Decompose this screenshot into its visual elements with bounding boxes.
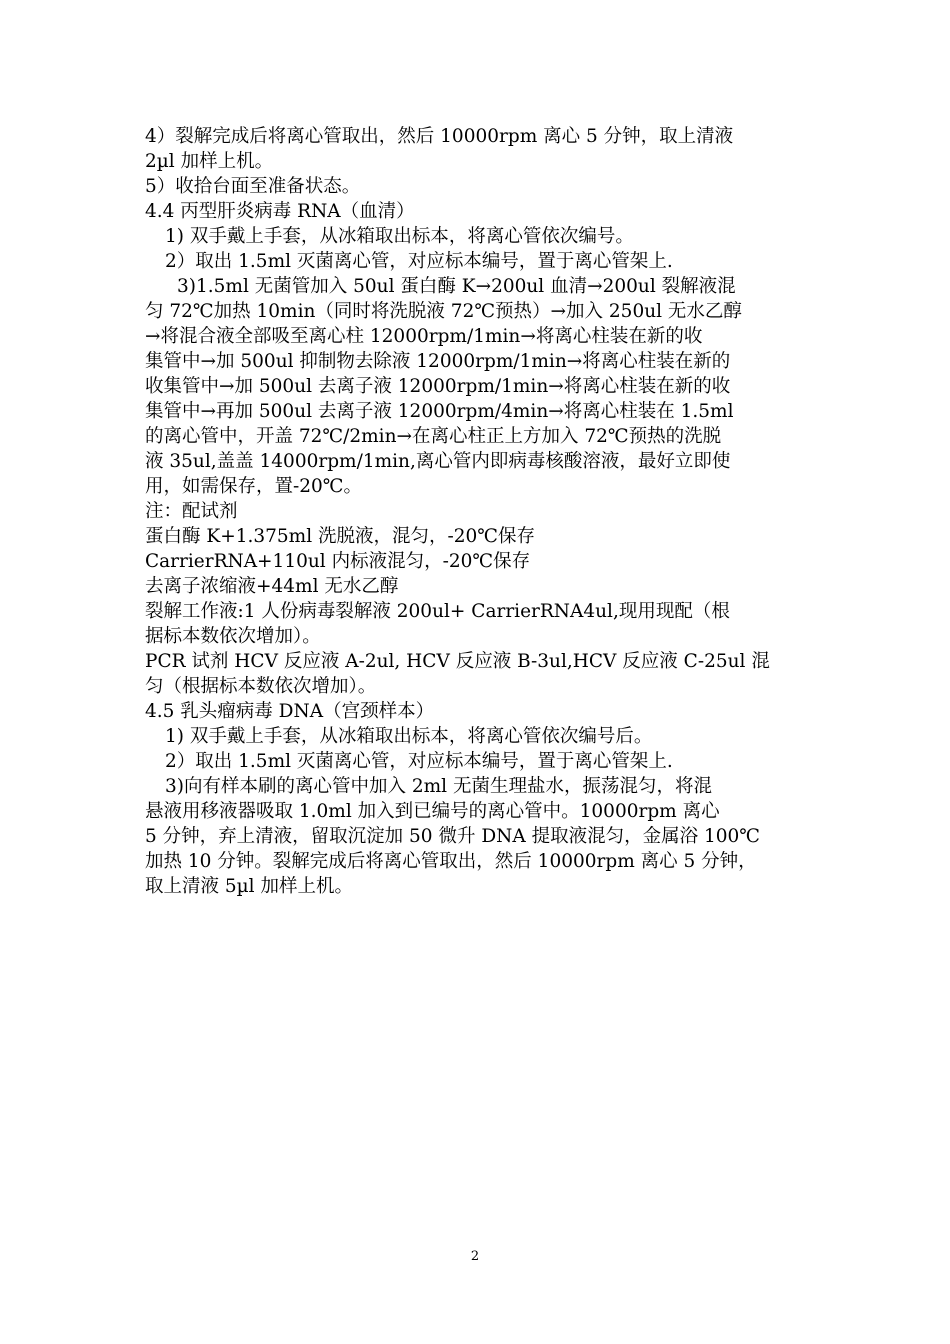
text-line: 4）裂解完成后将离心管取出，然后 10000rpm 离心 5 分钟，取上清液	[145, 126, 734, 147]
text-line: 收集管中→加 500ul 去离子液 12000rpm/1min→将离心柱装在新的收	[145, 376, 731, 397]
section-heading: 4.4 丙型肝炎病毒 RNA（血清）	[145, 201, 415, 222]
text-line: 5 分钟，弃上清液，留取沉淀加 50 微升 DNA 提取液混匀，金属浴 100℃	[145, 826, 760, 847]
text-line: 裂解工作液:1 人份病毒裂解液 200ul+ CarrierRNA4ul,现用现配（根	[145, 601, 730, 622]
text-line: 加热 10 分钟。裂解完成后将离心管取出，然后 10000rpm 离心 5 分钟，	[145, 851, 757, 872]
note-heading: 注：配试剂	[145, 501, 238, 522]
text-line: 集管中→加 500ul 抑制物去除液 12000rpm/1min→将离心柱装在新的	[145, 351, 731, 372]
text-line: 匀（根据标本数依次增加）。	[145, 676, 377, 697]
text-line: 取上清液 5µl 加样上机。	[145, 876, 353, 897]
page-number: 2	[470, 1249, 480, 1264]
text-line: 集管中→再加 500ul 去离子液 12000rpm/4min→将离心柱装在 1.5ml	[145, 401, 734, 422]
step-3: 3)1.5ml 无菌管加入 50ul 蛋白酶 K→200ul 血清→200ul 裂解液混	[177, 276, 736, 297]
text-line: 的离心管中，开盖 72℃/2min→在离心柱正上方加入 72℃预热的洗脱	[145, 426, 722, 447]
step-2: 2）取出 1.5ml 灭菌离心管，对应标本编号，置于离心管架上.	[165, 751, 673, 772]
text-line: 悬液用移液器吸取 1.0ml 加入到已编号的离心管中。10000rpm 离心	[145, 801, 720, 822]
text-line: 据标本数依次增加）。	[145, 626, 321, 647]
text-line: 2µl 加样上机。	[145, 151, 274, 172]
text-line: 蛋白酶 K+1.375ml 洗脱液，混匀，-20℃保存	[145, 526, 535, 547]
text-line: 用，如需保存，置-20℃。	[145, 476, 362, 497]
text-line: PCR 试剂 HCV 反应液 A-2ul, HCV 反应液 B-3ul,HCV 反应液 C-25ul 混	[145, 651, 770, 672]
text-line: 去离子浓缩液+44ml 无水乙醇	[145, 576, 399, 597]
text-line: →将混合液全部吸至离心柱 12000rpm/1min→将离心柱装在新的收	[145, 326, 703, 347]
text-line: 匀 72℃加热 10min（同时将洗脱液 72℃预热）→加入 250ul 无水乙醇	[145, 301, 742, 322]
step-2: 2）取出 1.5ml 灭菌离心管，对应标本编号，置于离心管架上.	[165, 251, 673, 272]
document-body	[145, 124, 810, 899]
step-1: 1) 双手戴上手套，从冰箱取出标本，将离心管依次编号。	[165, 226, 634, 247]
text-line: CarrierRNA+110ul 内标液混匀，-20℃保存	[145, 551, 531, 572]
section-heading: 4.5 乳头瘤病毒 DNA（宫颈样本）	[145, 701, 435, 722]
text-line: 5）收拾台面至准备状态。	[145, 176, 361, 197]
step-1: 1) 双手戴上手套，从冰箱取出标本，将离心管依次编号后。	[165, 726, 653, 747]
step-3: 3)向有样本刷的离心管中加入 2ml 无菌生理盐水，振荡混匀，将混	[165, 776, 712, 797]
text-line: 液 35ul,盖盖 14000rpm/1min,离心管内即病毒核酸溶液，最好立即使	[145, 451, 731, 472]
